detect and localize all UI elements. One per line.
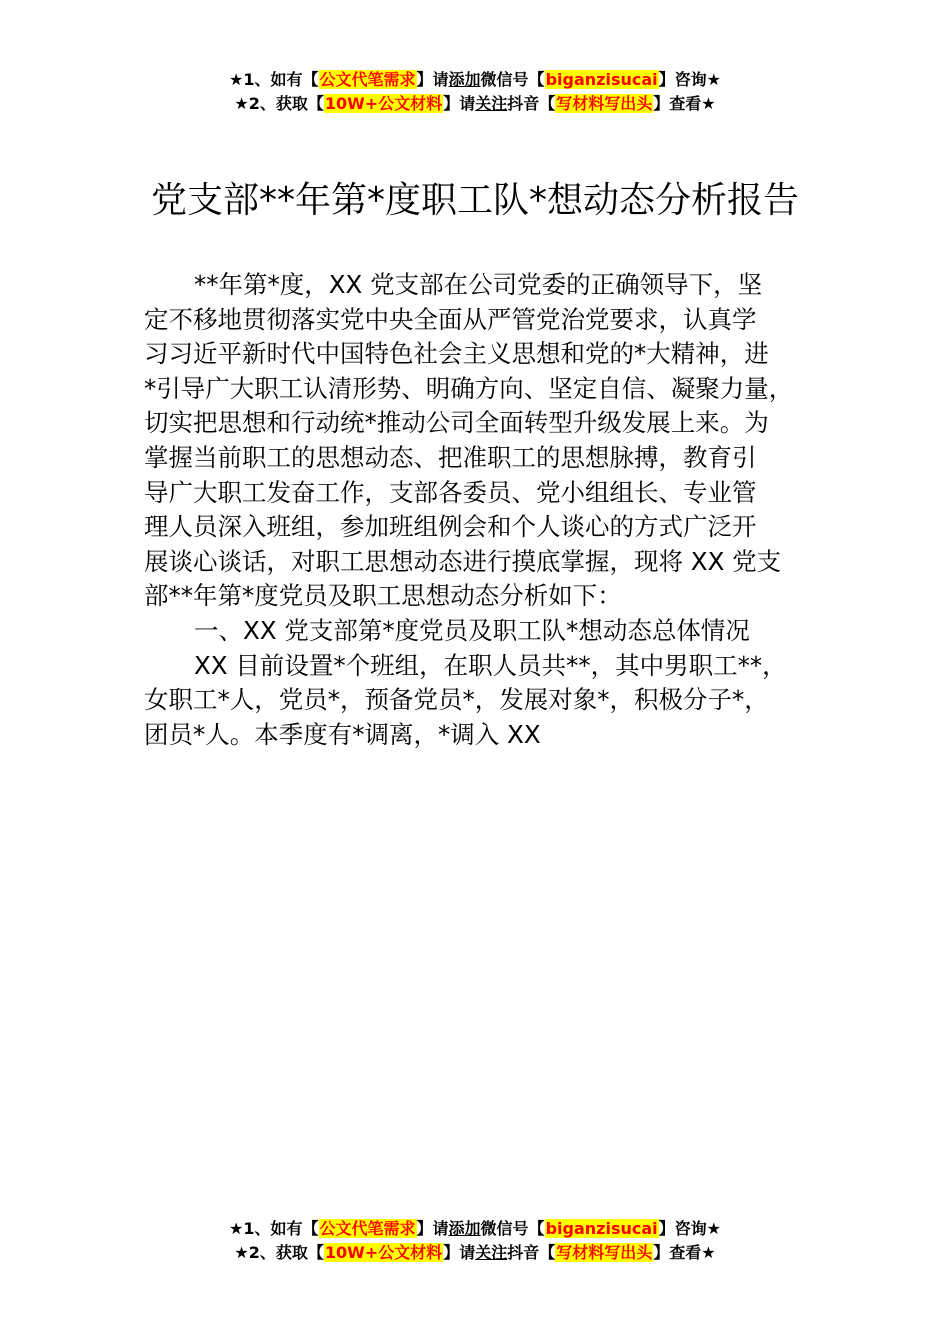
section-heading: 一、XX 党支部第*度党员及职工队*想动态总体情况 <box>194 615 750 645</box>
banner-underlined: 关注 <box>475 94 508 113</box>
banner-underlined: 添加 <box>448 70 481 89</box>
banner-line-1 <box>0 68 950 92</box>
body-line: 部**年第*度党员及职工思想动态分析如下： <box>144 581 622 611</box>
banner-text: 】查看★ <box>653 1243 716 1262</box>
document-title: 党支部**年第*度职工队*想动态分析报告 <box>150 180 799 221</box>
banner-text: 】咨询★ <box>658 1219 721 1238</box>
body-line: 女职工*人，党员*，预备党员*，发展对象*，积极分子*， <box>144 685 769 715</box>
body-line: 理人员深入班组，参加班组例会和个人谈心的方式广泛开 <box>144 512 757 542</box>
banner-text: 微信号【 <box>480 1219 545 1238</box>
footer-banner <box>0 1217 950 1265</box>
body-line: 展谈心谈话，对职工思想动态进行摸底掌握，现将 XX 党支 <box>144 546 782 576</box>
banner-text: ★2、获取【 <box>234 94 324 113</box>
banner-text: 抖音【 <box>507 94 556 113</box>
body-line: 团员*人。本季度有*调离，*调入 XX <box>144 719 541 749</box>
banner-text: 抖音【 <box>507 1243 556 1262</box>
banner-highlight: biganzisucai <box>545 70 658 89</box>
banner-highlight: 10W+公文材料 <box>324 1243 443 1262</box>
banner-text: 】请 <box>443 1243 476 1262</box>
body-line: XX 目前设置*个班组，在职人员共**，其中男职工**， <box>194 650 787 680</box>
banner-highlight: 写材料写出头 <box>556 1243 653 1262</box>
banner-highlight: 公文代笔需求 <box>319 1219 416 1238</box>
body-line: 导广大职工发奋工作，支部各委员、党小组组长、专业管 <box>144 477 757 507</box>
banner-text: 】请 <box>416 70 449 89</box>
header-banner <box>0 68 950 116</box>
banner-text: 】咨询★ <box>658 70 721 89</box>
banner-highlight: 写材料写出头 <box>556 94 653 113</box>
banner-text: ★1、如有【 <box>229 70 319 89</box>
body-line: 定不移地贯彻落实党中央全面从严管党治党要求，认真学 <box>144 304 757 334</box>
body-line: *引导广大职工认清形势、明确方向、坚定自信、凝聚力量， <box>144 373 794 403</box>
document-body <box>144 268 834 752</box>
body-line: **年第*度，XX 党支部在公司党委的正确领导下，坚 <box>194 270 763 299</box>
banner-text: ★1、如有【 <box>229 1219 319 1238</box>
banner-underlined: 关注 <box>475 1243 508 1262</box>
banner-line-2 <box>0 1241 950 1265</box>
body-line: 切实把思想和行动统*推动公司全面转型升级发展上来。为 <box>144 408 769 438</box>
banner-text: 微信号【 <box>480 70 545 89</box>
banner-text: 】请 <box>416 1219 449 1238</box>
banner-text: 】查看★ <box>653 94 716 113</box>
banner-text: ★2、获取【 <box>234 1243 324 1262</box>
banner-highlight: biganzisucai <box>545 1219 658 1238</box>
body-line: 习习近平新时代中国特色社会主义思想和党的*大精神，进 <box>144 339 769 369</box>
banner-line-2 <box>0 92 950 116</box>
banner-text: 】请 <box>443 94 476 113</box>
banner-highlight: 10W+公文材料 <box>324 94 443 113</box>
banner-line-1 <box>0 1217 950 1241</box>
body-line: 掌握当前职工的思想动态、把准职工的思想脉搏，教育引 <box>144 442 757 472</box>
banner-highlight: 公文代笔需求 <box>319 70 416 89</box>
banner-underlined: 添加 <box>448 1219 481 1238</box>
